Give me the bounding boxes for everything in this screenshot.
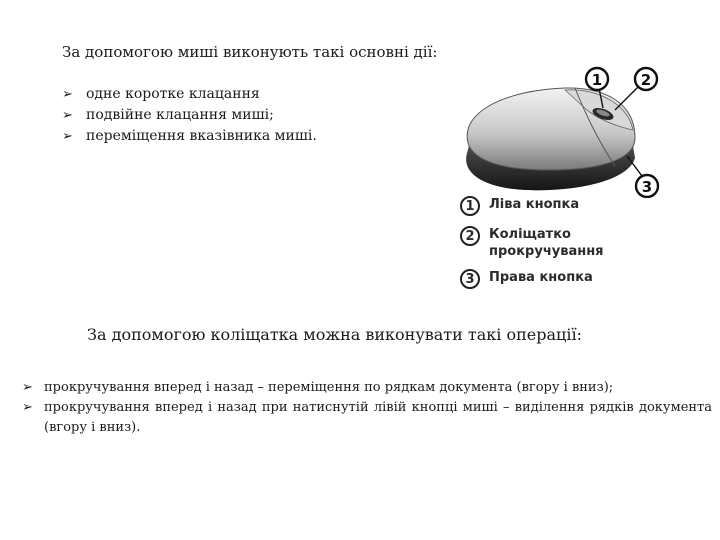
list-item [62,107,317,128]
section2-heading: За допомогою коліщатка можна виконувати такі операції: [87,325,582,344]
legend-scroll-wheel [460,226,604,260]
legend-number: 2 [460,226,480,246]
list-item-text: подвійне клацання миші; [86,107,274,123]
legend-number: 3 [460,269,480,289]
arrow-bullet-icon: ➢ [62,108,73,123]
arrow-bullet-icon: ➢ [22,400,33,415]
legend-label: Ліва кнопка [489,197,580,212]
callout-number: 1 [591,71,603,89]
list-item-text: одне коротке клацання [86,86,260,102]
legend-label [489,226,604,260]
section1-heading: За допомогою миші виконують такі основні дії: [62,43,438,61]
arrow-bullet-icon: ➢ [62,87,73,102]
legend-right-button [460,269,593,289]
callout-number: 3 [641,178,653,196]
list-item-text: прокручування вперед і назад при натиснутій лівій кнопці миші – виділення рядків документа (вгору і вниз). [44,400,712,435]
arrow-bullet-icon: ➢ [22,380,33,395]
mouse-figure [455,58,670,298]
list-item-text: переміщення вказівника миші. [86,128,317,144]
list-item [62,128,317,149]
callout-number: 2 [640,71,652,89]
computer-mouse-icon [455,58,670,198]
legend-number: 1 [460,196,480,216]
wheel-operations-list [22,378,712,438]
list-item [62,86,317,107]
basic-actions-list [62,86,317,149]
arrow-bullet-icon: ➢ [62,129,73,144]
list-item [22,378,712,398]
legend-left-button [460,196,579,216]
list-item [22,398,712,438]
list-item-text: прокручування вперед і назад – переміщення по рядкам документа (вгору і вниз); [44,380,614,395]
legend-label-line: прокручування [489,244,604,259]
legend-label-line: Коліщатко [489,227,571,242]
legend-label: Права кнопка [489,270,593,285]
